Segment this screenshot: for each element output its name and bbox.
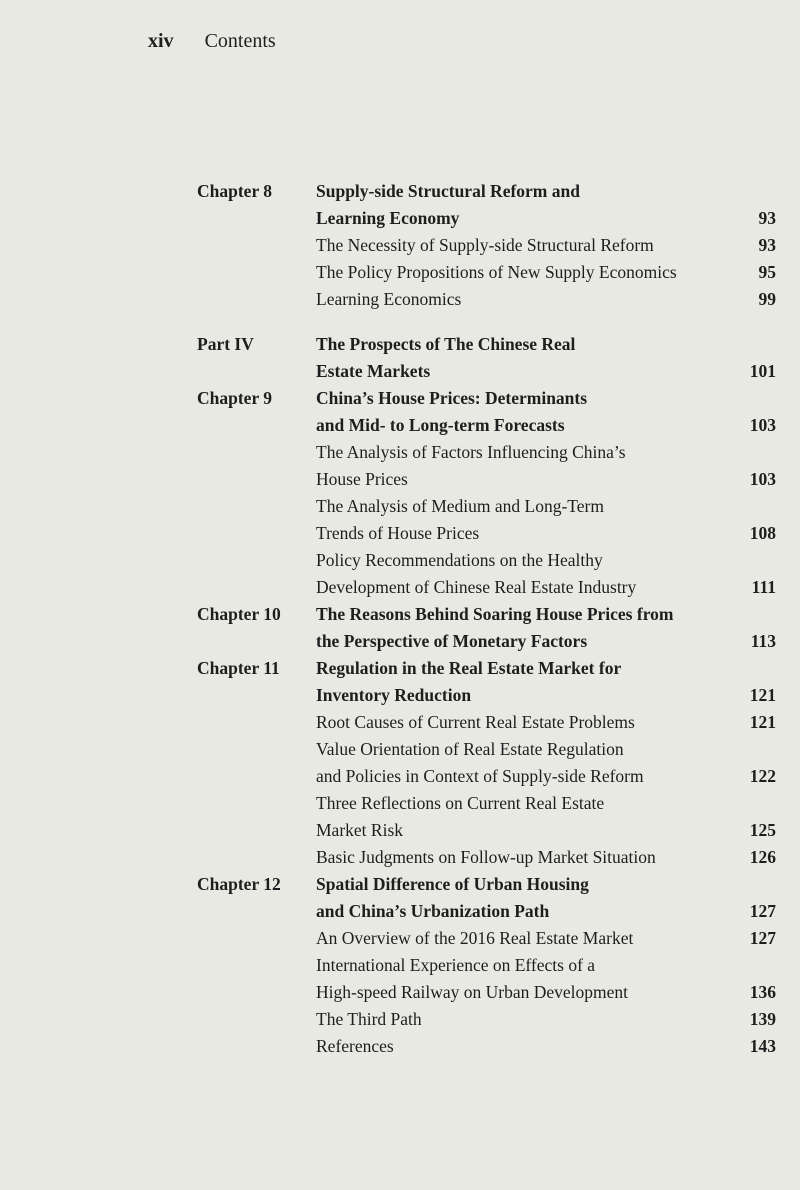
toc-section-title: Root Causes of Current Real Estate Problems	[316, 712, 635, 732]
toc-page-number: 103	[749, 415, 776, 435]
toc-page-number: 139	[749, 1009, 776, 1029]
toc-section-title: Three Reflections on Current Real Estate	[316, 793, 605, 813]
page-folio: xiv	[148, 30, 174, 52]
toc-line	[0, 979, 800, 1006]
table-of-contents	[0, 178, 800, 1060]
toc-line	[0, 736, 800, 763]
toc-line	[0, 763, 800, 790]
toc-entry-label: Chapter 10	[197, 604, 281, 624]
toc-section-title: Basic Judgments on Follow-up Market Situation	[316, 847, 656, 867]
toc-line	[0, 628, 800, 655]
toc-line	[0, 574, 800, 601]
toc-entry-title: and Mid- to Long-term Forecasts	[316, 415, 565, 435]
toc-line	[0, 952, 800, 979]
toc-entry-label: Chapter 8	[197, 181, 273, 201]
toc-line	[0, 412, 800, 439]
toc-entry-title: Estate Markets	[316, 361, 431, 381]
toc-section-title: Development of Chinese Real Estate Industry	[316, 577, 637, 597]
toc-page-number: 121	[749, 712, 776, 732]
toc-section-title: The Third Path	[316, 1009, 422, 1029]
toc-line	[0, 898, 800, 925]
toc-section-title: The Necessity of Supply-side Structural Reform	[316, 235, 654, 255]
toc-section-title: An Overview of the 2016 Real Estate Market	[316, 928, 634, 948]
toc-spacer	[0, 313, 800, 331]
toc-line	[0, 871, 800, 898]
toc-line	[0, 1006, 800, 1033]
toc-line	[0, 709, 800, 736]
toc-entry-label: Chapter 12	[197, 874, 281, 894]
page-header	[148, 30, 276, 53]
toc-page-number: 127	[749, 901, 776, 921]
toc-entry-label: Part IV	[197, 334, 254, 354]
toc-section-title: and Policies in Context of Supply-side Reform	[316, 766, 644, 786]
toc-page-number: 136	[749, 982, 776, 1002]
toc-entry-title: The Reasons Behind Soaring House Prices from	[316, 604, 674, 624]
toc-page-number: 103	[749, 469, 776, 489]
toc-entry-title: Spatial Difference of Urban Housing	[316, 874, 589, 894]
toc-entry-label: Chapter 11	[197, 658, 280, 678]
toc-section-title: Policy Recommendations on the Healthy	[316, 550, 603, 570]
toc-page-number: 108	[749, 523, 776, 543]
toc-entry-title: Supply-side Structural Reform and	[316, 181, 580, 201]
toc-entry-title: and China’s Urbanization Path	[316, 901, 550, 921]
toc-page-number: 93	[758, 235, 776, 255]
toc-line	[0, 601, 800, 628]
toc-line	[0, 385, 800, 412]
toc-line	[0, 547, 800, 574]
toc-line	[0, 178, 800, 205]
toc-section-title: High-speed Railway on Urban Development	[316, 982, 629, 1002]
toc-line	[0, 790, 800, 817]
toc-line	[0, 232, 800, 259]
toc-page-number: 126	[749, 847, 776, 867]
toc-line	[0, 925, 800, 952]
toc-page-number: 113	[750, 631, 776, 651]
toc-page-number: 93	[758, 208, 776, 228]
toc-entry-title: Learning Economy	[316, 208, 460, 228]
toc-section-title: Learning Economics	[316, 289, 462, 309]
toc-entry-title: the Perspective of Monetary Factors	[316, 631, 588, 651]
toc-page-number: 127	[749, 928, 776, 948]
toc-line	[0, 520, 800, 547]
toc-page-number: 122	[749, 766, 776, 786]
toc-page-number: 143	[749, 1036, 776, 1056]
toc-line	[0, 259, 800, 286]
toc-entry-title: The Prospects of The Chinese Real	[316, 334, 576, 354]
toc-line	[0, 1033, 800, 1060]
toc-section-title: The Policy Propositions of New Supply Economics	[316, 262, 677, 282]
toc-line	[0, 844, 800, 871]
toc-page-number: 111	[751, 577, 776, 597]
toc-page-number: 95	[758, 262, 776, 282]
toc-line	[0, 205, 800, 232]
toc-line	[0, 331, 800, 358]
toc-section-title: Value Orientation of Real Estate Regulation	[316, 739, 624, 759]
toc-section-title: House Prices	[316, 469, 408, 489]
toc-section-title: The Analysis of Medium and Long-Term	[316, 496, 604, 516]
toc-line	[0, 439, 800, 466]
running-title: Contents	[204, 30, 276, 52]
toc-section-title: Trends of House Prices	[316, 523, 480, 543]
toc-entry-label: Chapter 9	[197, 388, 273, 408]
toc-section-title: References	[316, 1036, 394, 1056]
toc-line	[0, 466, 800, 493]
toc-line	[0, 493, 800, 520]
toc-page-number: 99	[758, 289, 776, 309]
toc-page-number: 121	[749, 685, 776, 705]
toc-entry-title: Regulation in the Real Estate Market for	[316, 658, 622, 678]
toc-section-title: International Experience on Effects of a	[316, 955, 596, 975]
toc-entry-title: China’s House Prices: Determinants	[316, 388, 588, 408]
toc-section-title: The Analysis of Factors Influencing China’s	[316, 442, 626, 462]
toc-line	[0, 682, 800, 709]
toc-page-number: 101	[749, 361, 776, 381]
toc-line	[0, 817, 800, 844]
toc-line	[0, 358, 800, 385]
toc-line	[0, 655, 800, 682]
toc-line	[0, 286, 800, 313]
toc-page-number: 125	[749, 820, 776, 840]
toc-entry-title: Inventory Reduction	[316, 685, 472, 705]
toc-section-title: Market Risk	[316, 820, 404, 840]
